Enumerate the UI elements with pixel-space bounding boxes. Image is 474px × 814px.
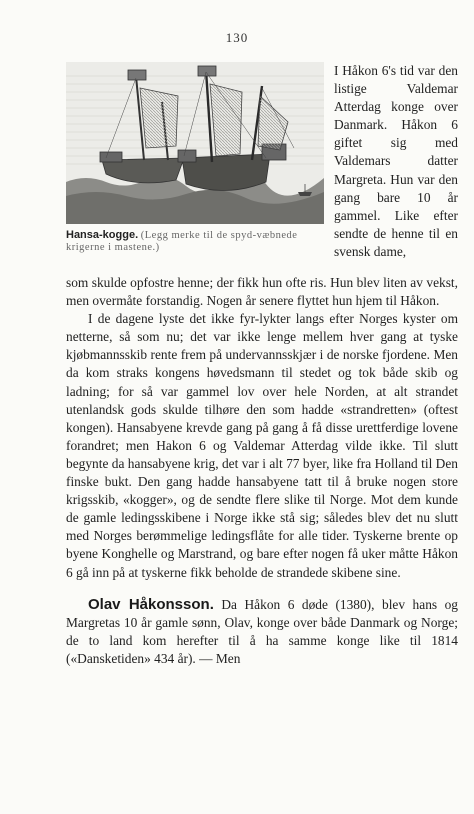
body-text: [66, 274, 458, 668]
page-number: 130: [225, 30, 249, 45]
side-text: I Håkon 6's tid var den listige Valdemar Atterdag konge over Danmark. Håkon 6 giftet sig med Valdemars datter Margreta. Hun var den gang bare 10 år gammel. Like efter sendte de henne til en svensk dame,: [334, 63, 458, 259]
ship-illustration: [66, 62, 324, 224]
caption-note: (Legg merke til de spyd-væbnede krigerne i mastene.): [66, 230, 298, 253]
figure-caption: [66, 229, 324, 254]
ship-illustration-icon: [66, 62, 324, 224]
caption-title: Hansa-kogge.: [66, 229, 139, 241]
section-heading: Olav Håkonsson.: [88, 595, 214, 613]
paragraph-strandrett: I de dagene lyste det ikke fyr-lykter langs efter Norges kyster om netterne, så som nu; det var ikke lenge mellem hver gang at tyske kjøbmannsskib rente frem på undervannsskjær i de norske fjordene. Men da kom straks kongens høvedsmann til stedet og tok både skib og ladning; for så var gammel lov over hele Norden, at alt strandet utenlandsk gods skulde tilhøre den som hadde «strandretten» (oftest kongen). Hansabyene krevde gang på gang å få disse urettferdige lovene forandret; men Hakon 6 og Valdemar Atterdag vilde ikke. Til slutt begynte da hansabyene krig, det var i alt 77 byer, like fra Holland til Den finske bukt. Den gang hadde hansabyene tatt til å bruke nogen store krigsskib, «kogger», og de sendte flere slike til Norge. Mot dem kunde de gamle ledingsskibene i Norge ikke stå sig; således blev det nu slutt med Norges berømmelige ledingsflåte for alle tider. Tyskerne brente op byene Konghelle og Marstrand, og bare efter nogen få uker måtte Håkon 6 gå inn på at tyskerne fikk beholde de strandede skibene sine.: [66, 311, 458, 580]
section-text: Da Håkon 6 døde (1380), blev hans og Margretas 10 år gamle sønn, Olav, konge over både Danmark og Norge; de to land kom herefter til å ha samme konge like til 1814 («Dansketiden» 434 år). — Men: [66, 596, 458, 666]
continuation-paragraph: som skulde opfostre henne; der fikk hun ofte ris. Hun blev liten av vekst, men overmåte forstandig. Nogen år senere flyttet hun hjem til Håkon.: [66, 275, 458, 309]
section-olav: [66, 596, 458, 668]
